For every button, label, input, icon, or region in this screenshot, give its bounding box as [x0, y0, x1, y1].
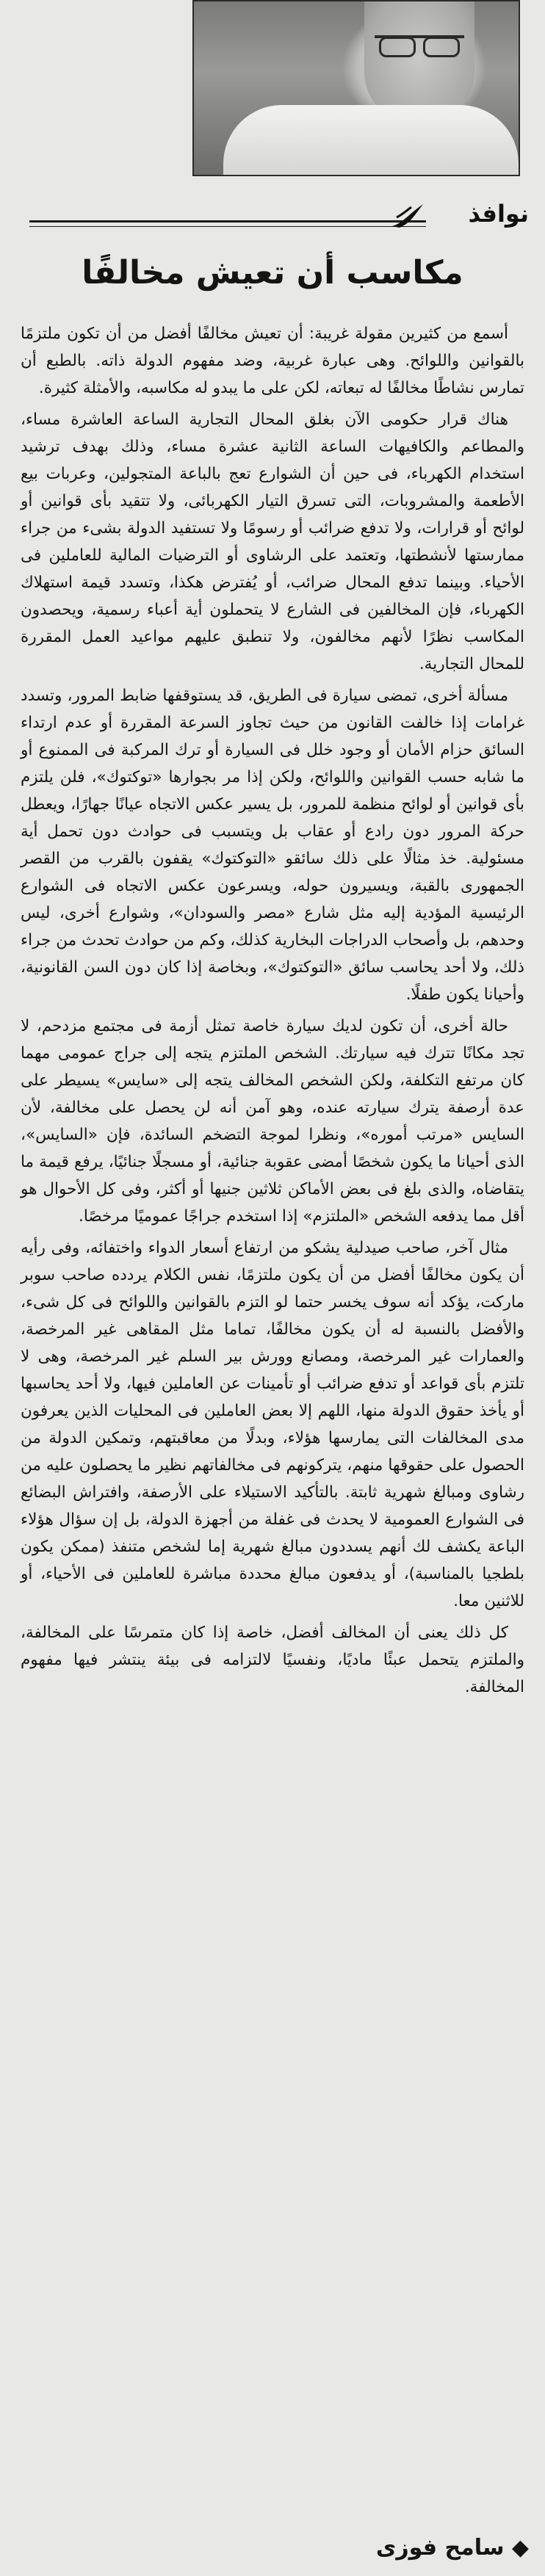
- swoosh-icon: [389, 201, 426, 231]
- paragraph: حالة أخرى، أن تكون لديك سيارة خاصة تمثل أزمة فى مجتمع مزدحم، لا تجد مكانًا تترك فيه سيارتك. الشخص الملتزم يتجه إلى جراج عمومى مهما كان مرتفع التكلفة، ولكن الشخص المخالف يتجه إلى «سايس» يسيطر على عدة أرصفة يترك سيارته عنده، وهو آمن أنه لن يحصل على مخالفة، لأن السايس «مرتب أموره»، ونظرا لموجة التضخم السائدة، فإن «السايس»، الذى أحيانا ما يكون شخصًا أمضى عقوبة جنائية، أو مسجلًا جنائيًا، يرفع قيمة ما يتقاضاه، والذى بلغ فى بعض الأماكن ثلاثين جنيها أو أكثر، وفى كل الأحوال هو أقل مما يدفعه الشخص «الملتزم» إذا استخدم جراجًا عموميًا مرخصًا.: [21, 1017, 524, 1226]
- author-photo: [192, 0, 520, 176]
- header-rule: [29, 220, 426, 222]
- column-name: نوافذ: [468, 200, 529, 228]
- article-headline: مكاسب أن تعيش مخالفًا: [82, 254, 463, 292]
- paragraph: أسمع من كثيرين مقولة غريبة: أن تعيش مخالفًا أفضل من أن تكون ملتزمًا بالقوانين واللوائح. وهى عبارة غربية، وضد مفهوم الدولة ذاته. بالطبع أن تمارس نشاطًا مخالفًا له تبعاته، لكن على ما يبدو له مكاسبه، والأمثلة كثيرة.: [21, 325, 524, 397]
- author-shirt: [223, 105, 519, 175]
- column-header: [29, 197, 529, 241]
- paragraph: كل ذلك يعنى أن المخالف أفضل، خاصة إذا كان متمرسًا على المخالفة، والملتزم يتحمل عبئًا ماديًا، ونفسيًا لالتزامه فى بيئة ينتشر فيها مفهوم المخالفة.: [21, 1624, 524, 1696]
- author-byline: ◆ سامح فوزى: [375, 2535, 529, 2561]
- paragraph: مثال آخر، صاحب صيدلية يشكو من ارتفاع أسعار الدواء واختفائه، وفى رأيه أن يكون مخالفًا أفضل من أن يكون ملتزمًا، نفس الكلام يردده صاحب سوبر ماركت، يؤكد أنه سوف يخسر حتما لو التزم بالقوانين واللوائح فى كل شىء، والأفضل بالنسبة له أن يكون مخالفًا، تماما مثل المقاهى غير المرخصة، والعمارات غير المرخصة، ومصانع وورش بير السلم غير المرخصة، وهى لا تلتزم بأى قواعد أو تدفع ضرائب أو تأمينات عن العاملين فيها، ولا أحد يحاسبها أو يأخذ حقوق الدولة منها، اللهم إلا بعض العاملين فى المحليات الذين يعرفون مدى المخالفات التى يمارسها هؤلاء، وبدلًا من معاقبتهم، وتمكين الدولة من الحصول على حقوقها منهم، يتركونهم فى مخالفاتهم نظير ما يحصلون عليه من رشاوى ومبالغ شهرية ثابتة. بالتأكيد الاستيلاء على الأرصفة، وافتراش البضائع فى الشوارع العمومية لا يحدث فى غفلة من أجهزة الدولة، بل إن سؤال هؤلاء الباعة يكشف لك أنهم يسددون مبالغ شهرية إما لشخص متنفذ (ممكن يكون بلطجيا بالمناسبة)، أو يدفعون مبالغ محددة مباشرة للعاملين فى الأحياء، أو للاثنين معا.: [21, 1239, 524, 1610]
- header-rule-thin: [29, 226, 426, 227]
- article-body: [21, 320, 524, 1705]
- paragraph: مسألة أخرى، تمضى سيارة فى الطريق، قد يستوقفها ضابط المرور، وتسدد غرامات إذا خالفت القانون من حيث تجاوز السرعة المقررة أو عدم ارتداء السائق حزام الأمان أو وجود خلل فى السيارة أو ترك المركبة فى الممنوع أو ما شابه حسب القوانين واللوائح، ولكن إذا مر بجوارها «توكتوك»، فلن يلتزم بأى قوانين أو لوائح منظمة للمرور، بل يسير عكس الاتجاه عيانًا جهارًا، ويعطل حركة المرور دون رادع أو عقاب بل ويتسبب فى حوادث دون تحمل أية مسئولية. خذ مثالًا على ذلك سائقو «التوكتوك» يقفون بالقرب من القصر الجمهورى بالقبة، ويسيرون حوله، ويسرعون عكس الاتجاه فى الشوارع الرئيسية المؤدية إليه مثل شارع «مصر والسودان»، وشوارع أخرى، ليس وحدهم، بل وأصحاب الدراجات البخارية كذلك، وكم من حوادث تحدث من جراء ذلك، ولا أحد يحاسب سائق «التوكتوك»، وبخاصة إذا كان دون السن القانونية، وأحيانا يكون طفلًا.: [21, 687, 524, 1004]
- paragraph: هناك قرار حكومى الآن بغلق المحال التجارية الساعة العاشرة مساء، والمطاعم والكافيهات الساعة الثانية عشرة مساء، وذلك بهدف ترشيد استخدام الكهرباء، فى حين أن الشوارع تعج بالباعة المتجولين، وعربات بيع الأطعمة والمشروبات، التى تسرق التيار الكهربائى، ولا تتقيد بأى قوانين أو لوائح أو قرارات، ولا تدفع ضرائب أو رسومًا ولا تستفيد الدولة بشىء من جراء ممارستها لأنشطتها، وتعتمد على الرشاوى أو الترضيات المالية للعاملين فى الأحياء. وبينما تدفع المحال ضرائب، أو يُفترض هكذا، وتسدد قيمة استهلاك الكهرباء، فإن المخالفين فى الشارع لا يتحملون أية أعباء رسمية، ويحصدون المكاسب نظرًا لأنهم مخالفون، ولا تنطبق عليهم مواعيد العمل المقررة للمحال التجارية.: [21, 410, 524, 673]
- author-glasses: [375, 35, 464, 53]
